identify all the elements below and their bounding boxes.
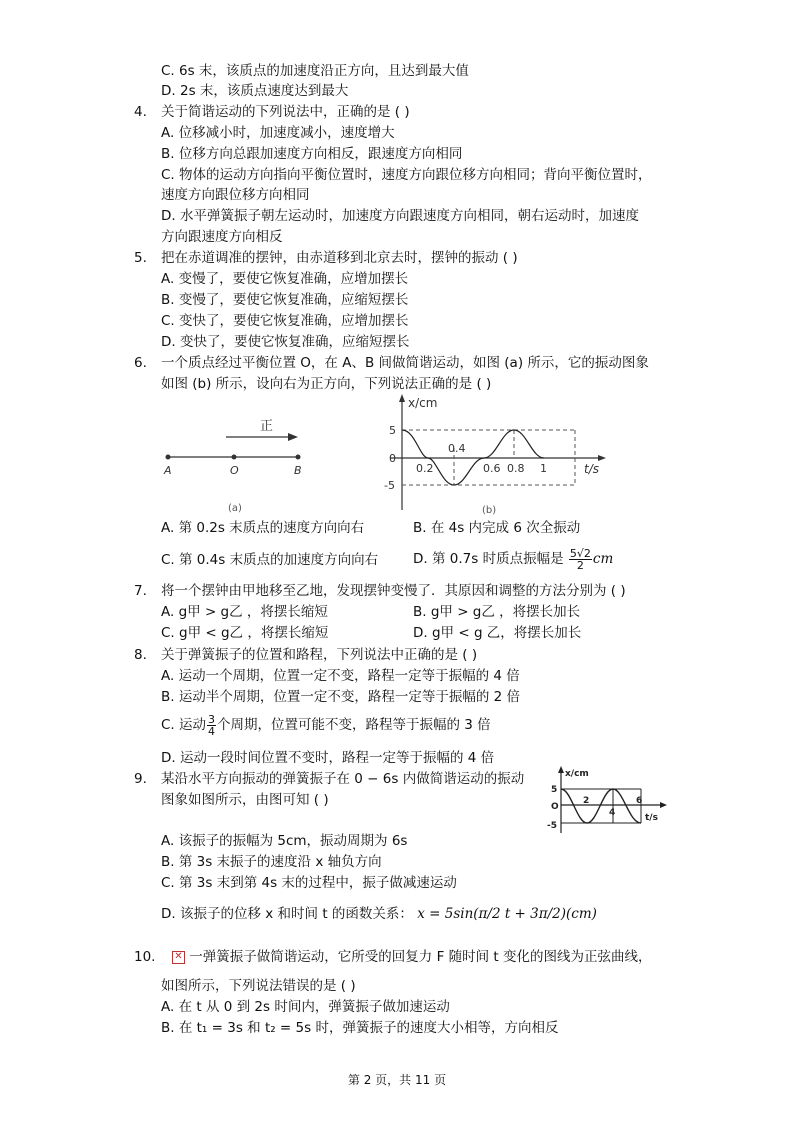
- q8-option-a: A. 运动一个周期，位置一定不变，路程一定等于振幅的 4 倍: [161, 668, 520, 684]
- q8-option-d: D. 运动一段时间位置不变时，路程一定等于振幅的 4 倍: [161, 750, 495, 766]
- question-number: 5.: [134, 250, 147, 266]
- y-tick-0: 0: [389, 452, 396, 465]
- q9-option-d: [161, 905, 597, 923]
- y-tick-5: 5: [389, 424, 396, 437]
- point-b: [296, 455, 301, 460]
- question-6-stem-cont: 如图 (b) 所示，设向右为正方向，下列说法正确的是 ( ): [161, 376, 492, 392]
- figure-a-caption: (a): [228, 503, 242, 514]
- question-number: 4.: [134, 104, 147, 120]
- numerator: 5√2: [569, 546, 591, 560]
- q9-option-d-text: D. 该振子的位移 x 和时间 t 的函数关系：: [161, 906, 413, 922]
- unit: cm: [592, 551, 614, 567]
- q4-option-c-cont: 速度方向跟位移方向相同: [161, 187, 310, 203]
- q7-option-c: C. g甲 < g乙 ，将摆长缩短: [161, 625, 329, 641]
- q10-option-a: A. 在 t 从 0 到 2s 时间内，弹簧振子做加速运动: [161, 999, 450, 1015]
- label-o: O: [230, 464, 239, 477]
- figure-a: [160, 410, 310, 520]
- y-tick-neg5: -5: [384, 479, 395, 492]
- question-9-stem: 某沿水平方向振动的弹簧振子在 0 − 6s 内做简谐运动的振动: [161, 771, 525, 787]
- point-a: [166, 455, 171, 460]
- q5-option-c: C. 变快了，要使它恢复准确，应增加摆长: [161, 313, 409, 329]
- x-tick: 2: [583, 796, 590, 806]
- y-tick-5: 5: [551, 785, 558, 795]
- x-tick: 6: [636, 796, 643, 806]
- question-number: 7.: [134, 583, 147, 599]
- x-tick: 1: [540, 462, 547, 475]
- q4-option-b: B. 位移方向总跟加速度方向相反，跟速度方向相同: [161, 146, 463, 162]
- q6-option-d: [413, 546, 613, 572]
- q4-option-d: D. 水平弹簧振子朝左运动时，加速度方向跟速度方向相同，朝右运动时，加速度: [161, 208, 639, 224]
- y-axis-label: x/cm: [408, 396, 438, 410]
- q10-option-b: B. 在 t₁ = 3s 和 t₂ = 5s 时，弹簧振子的速度大小相等，方向相反: [161, 1020, 559, 1036]
- page-footer: 第 2 页，共 11 页: [347, 1073, 447, 1087]
- question-number: 6.: [134, 355, 147, 371]
- question-4-stem: 关于简谐运动的下列说法中，正确的是 ( ): [161, 104, 410, 120]
- figure-a-arrow-label: 正: [260, 419, 274, 434]
- question-number: 9.: [134, 771, 147, 787]
- q8-option-c: [161, 712, 491, 738]
- q8-option-c-text: C. 运动: [161, 717, 207, 733]
- label-a: A: [164, 464, 172, 477]
- question-10-stem-cont: 如图所示，下列说法错误的是 ( ): [161, 978, 356, 994]
- question-number: 8.: [134, 647, 147, 663]
- q7-option-a: A. g甲 > g乙 ，将摆长缩短: [161, 604, 328, 620]
- q3-option-c: C. 6s 末，该质点的加速度沿正方向，且达到最大值: [161, 63, 469, 79]
- q9-option-c: C. 第 3s 末到第 4s 末的过程中，振子做减速运动: [161, 875, 457, 891]
- q9-option-b: B. 第 3s 末振子的速度沿 x 轴负方向: [161, 854, 382, 870]
- fraction: [207, 714, 216, 737]
- q6-option-c: C. 第 0.4s 末质点的加速度方向向右: [161, 552, 379, 568]
- x-axis-label: t/s: [584, 462, 599, 476]
- label-b: B: [294, 464, 302, 477]
- q3-option-d: D. 2s 末，该质点速度达到最大: [161, 83, 349, 99]
- q5-option-d: D. 变快了，要使它恢复准确，应缩短摆长: [161, 334, 410, 350]
- q8-option-b: B. 运动半个周期，位置一定不变，路程一定等于振幅的 2 倍: [161, 689, 521, 705]
- q9-figure: [545, 765, 670, 835]
- x-tick: 0.8: [507, 462, 525, 475]
- q4-option-d-cont: 方向跟速度方向相反: [161, 229, 283, 245]
- denominator: 2: [576, 558, 584, 572]
- q9-option-a: A. 该振子的振幅为 5cm，振动周期为 6s: [161, 833, 408, 849]
- q7-option-b: B. g甲 > g乙 ，将摆长加长: [413, 604, 581, 620]
- q4-option-a: A. 位移减小时，加速度减小，速度增大: [161, 125, 395, 141]
- q8-option-c-text-end: 个周期，位置可能不变，路程等于振幅的 3 倍: [217, 717, 491, 733]
- y-tick-neg5: -5: [547, 821, 557, 831]
- figure-b-caption: (b): [482, 505, 497, 516]
- question-5-stem: 把在赤道调准的摆钟，由赤道移到北京去时，摆钟的振动 ( ): [161, 250, 518, 266]
- q7-option-d: D. g甲 < g 乙，将摆长加长: [413, 625, 582, 641]
- question-10-stem: [172, 948, 652, 966]
- denominator: 4: [208, 724, 216, 738]
- figure-b: [380, 392, 610, 518]
- x-tick: 0.2: [416, 462, 434, 475]
- question-8-stem: 关于弹簧振子的位置和路程，下列说法中正确的是 ( ): [161, 647, 478, 663]
- q4-option-c: C. 物体的运动方向指向平衡位置时，速度方向跟位移方向相同；背向平衡位置时，: [161, 167, 652, 183]
- arrow-head: [288, 433, 298, 441]
- q6-option-d-text: D. 第 0.7s 时质点振幅是: [413, 551, 564, 567]
- numerator: 3: [208, 712, 216, 726]
- x-axis-label: t/s: [645, 813, 658, 823]
- q9-formula: x = 5sin(π/2 t + 3π/2)(cm): [417, 906, 597, 922]
- question-9-stem-cont: 图象如图所示，由图可知 ( ): [161, 792, 329, 808]
- q5-option-b: B. 变慢了，要使它恢复准确，应缩短摆长: [161, 292, 409, 308]
- x-tick: 0.6: [483, 462, 501, 475]
- question-6-stem: 一个质点经过平衡位置 O，在 A、B 间做简谐运动，如图 (a) 所示，它的振动图象: [161, 355, 649, 371]
- broken-image-icon: ✕: [172, 951, 185, 964]
- y-axis-label: x/cm: [565, 769, 589, 779]
- x-tick: 0.4: [448, 442, 466, 455]
- q5-option-a: A. 变慢了，要使它恢复准确，应增加摆长: [161, 271, 409, 287]
- q6-option-b: B. 在 4s 内完成 6 次全振动: [413, 520, 581, 536]
- fraction: [569, 548, 592, 571]
- point-o: [232, 455, 237, 460]
- vibration-curve: [561, 789, 641, 823]
- y-tick-origin: O: [551, 802, 559, 812]
- question-number: 10.: [134, 949, 156, 965]
- question-7-stem: 将一个摆钟由甲地移至乙地，发现摆钟变慢了．其原因和调整的方法分别为 ( ): [161, 583, 626, 599]
- q6-option-a: A. 第 0.2s 末质点的速度方向向右: [161, 520, 365, 536]
- x-tick: 4: [609, 808, 616, 818]
- question-10-stem-text: 一弹簧振子做简谐运动，它所受的回复力 F 随时间 t 变化的图线为正弦曲线，: [189, 949, 652, 965]
